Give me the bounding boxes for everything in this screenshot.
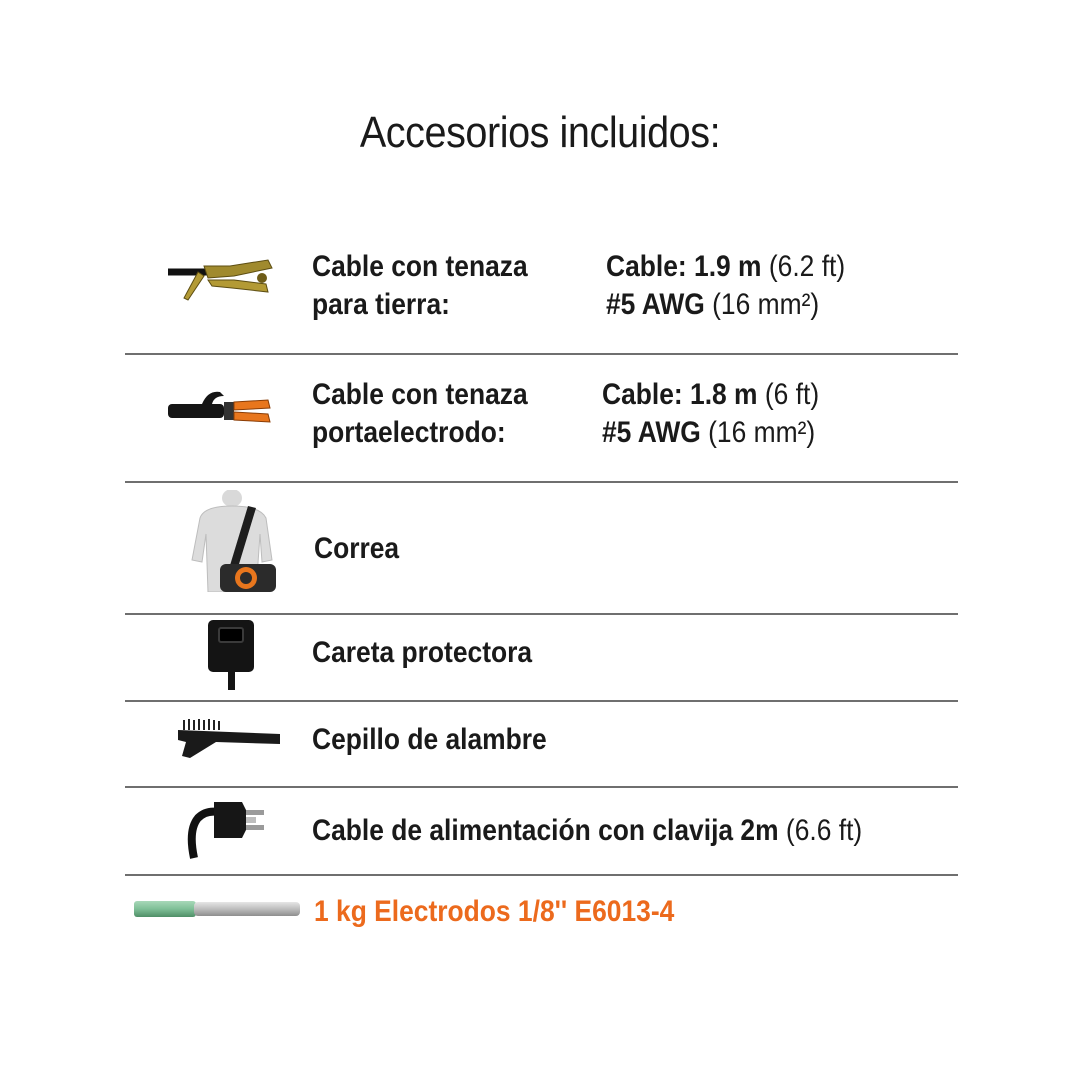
item-label: Careta protectora	[312, 636, 533, 669]
item-label: Cable con tenaza portaelectrodo:	[312, 378, 528, 449]
divider	[125, 700, 958, 702]
divider	[125, 786, 958, 788]
item-label: Cable con tenaza para tierra:	[312, 250, 528, 321]
power-plug-icon	[184, 800, 270, 862]
item-label-highlight: 1 kg Electrodos 1/8'' E6013-4	[314, 895, 675, 928]
item-spec: Cable: 1.8 m (6 ft) #5 AWG (16 mm²)	[602, 378, 820, 449]
wire-brush-icon	[176, 716, 282, 758]
item-spec: Cable: 1.9 m (6.2 ft) #5 AWG (16 mm²)	[606, 250, 846, 321]
item-label: Correa	[314, 532, 400, 565]
welding-mask-icon	[206, 620, 256, 690]
page-title: Accesorios incluidos:	[359, 108, 721, 157]
electrode-rod-icon	[134, 897, 302, 921]
shoulder-strap-icon	[190, 490, 282, 592]
item-label: Cable de alimentación con clavija 2m (6.6 ft)	[312, 814, 863, 847]
item-label: Cepillo de alambre	[312, 723, 547, 756]
divider	[125, 874, 958, 876]
ground-clamp-icon	[168, 258, 278, 308]
divider	[125, 353, 958, 355]
divider	[125, 613, 958, 615]
electrode-holder-icon	[168, 388, 272, 432]
divider	[125, 481, 958, 483]
